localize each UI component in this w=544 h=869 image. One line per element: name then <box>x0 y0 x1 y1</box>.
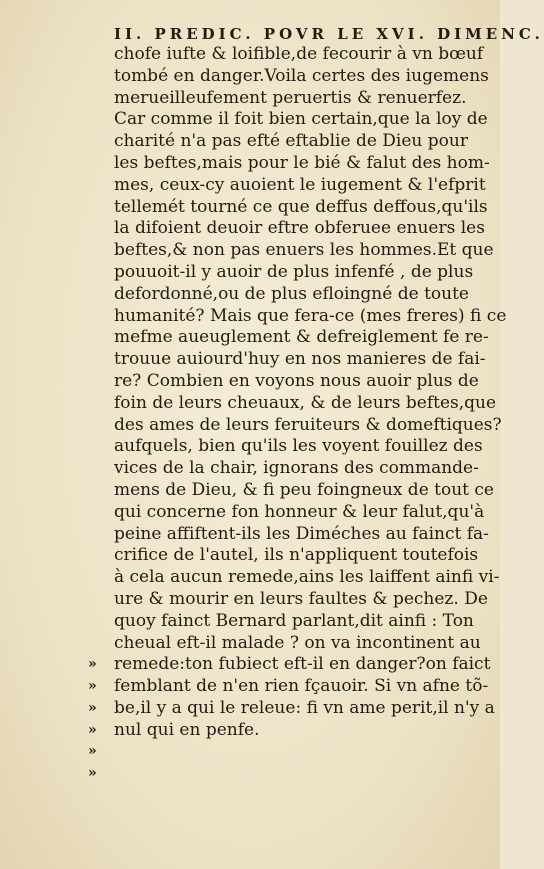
body-text <box>114 44 507 742</box>
text-line: merueilleufement peruertis & renuerfez. <box>114 87 467 108</box>
text-line: peine affiftent-ils les Diméches au fainct fa- <box>114 523 489 544</box>
text-line: be,il y a qui le releue: fi vn ame perit,il n'y a <box>114 697 495 718</box>
quote-mark: » <box>88 656 97 672</box>
text-line: quoy fainct Bernard parlant,dit ainfi : Ton <box>114 610 474 631</box>
text-line: remede:ton fubiect eft-il en danger?on faict <box>114 654 491 675</box>
text-line: chofe iufte & loifible,de fecourir à vn bœuf <box>114 44 484 64</box>
text-line: qui concerne fon honneur & leur falut,qu'à <box>114 501 485 522</box>
quote-mark: » <box>88 765 97 781</box>
text-line: foin de leurs cheuaux, & de leurs beftes,que <box>114 392 497 413</box>
text-line: crifice de l'autel, ils n'appliquent toutefois <box>114 545 479 566</box>
quote-mark: » <box>88 743 97 759</box>
text-line: femblant de n'en rien fçauoir. Si vn afne tõ- <box>114 676 489 697</box>
text-line: vices de la chair, ignorans des commande- <box>114 458 479 479</box>
text-line: charité n'a pas efté eftablie de Dieu pour <box>114 131 468 152</box>
text-line: nul qui en penfe. <box>114 719 260 740</box>
text-line: re? Combien en voyons nous auoir plus de <box>114 370 479 391</box>
text-line: tombé en danger.Voila certes des iugemens <box>114 65 489 86</box>
text-line: les beftes,mais pour le bié & falut des hom- <box>114 152 490 173</box>
text-line: à cela aucun remede,ains les laiffent ainfi vi- <box>114 567 500 588</box>
text-line: beftes,& non pas enuers les hommes.Et que <box>114 240 494 261</box>
quote-mark: » <box>88 678 97 694</box>
text-line: cheual eft-il malade ? on va incontinent au <box>114 632 481 653</box>
text-line: pouuoit-il y auoir de plus infenfé , de plus <box>114 261 474 282</box>
text-line: trouue auiourd'huy en nos manieres de fai- <box>114 349 486 370</box>
text-line: defordonné,ou de plus efloingné de toute <box>114 283 469 304</box>
text-line: ure & mourir en leurs faultes & pechez. De <box>114 588 488 609</box>
text-line: mes, ceux-cy auoient le iugement & l'efprit <box>114 174 486 195</box>
text-line: humanité? Mais que fera-ce (mes freres) fi ce <box>114 305 507 326</box>
text-line: la difoient deuoir eftre obferuee enuers les <box>114 218 485 239</box>
text-line: aufquels, bien qu'ils les voyent fouillez des <box>114 436 483 457</box>
text-line: des ames de leurs feruiteurs & domeftiques? <box>114 414 502 435</box>
running-header: II. PREDIC. POVR LE XVI. DIMENC. <box>114 25 544 43</box>
text-line: tellemét tourné ce que deffus deffous,qu'ils <box>114 196 488 217</box>
text-line: Car comme il foit bien certain,que la loy de <box>114 109 488 130</box>
text-line: mens de Dieu, & fi peu foingneux de tout ce <box>114 479 494 500</box>
quote-mark: » <box>88 722 97 738</box>
text-line: mefme aueuglement & defreiglement fe re- <box>114 327 489 348</box>
quote-mark: » <box>88 700 97 716</box>
